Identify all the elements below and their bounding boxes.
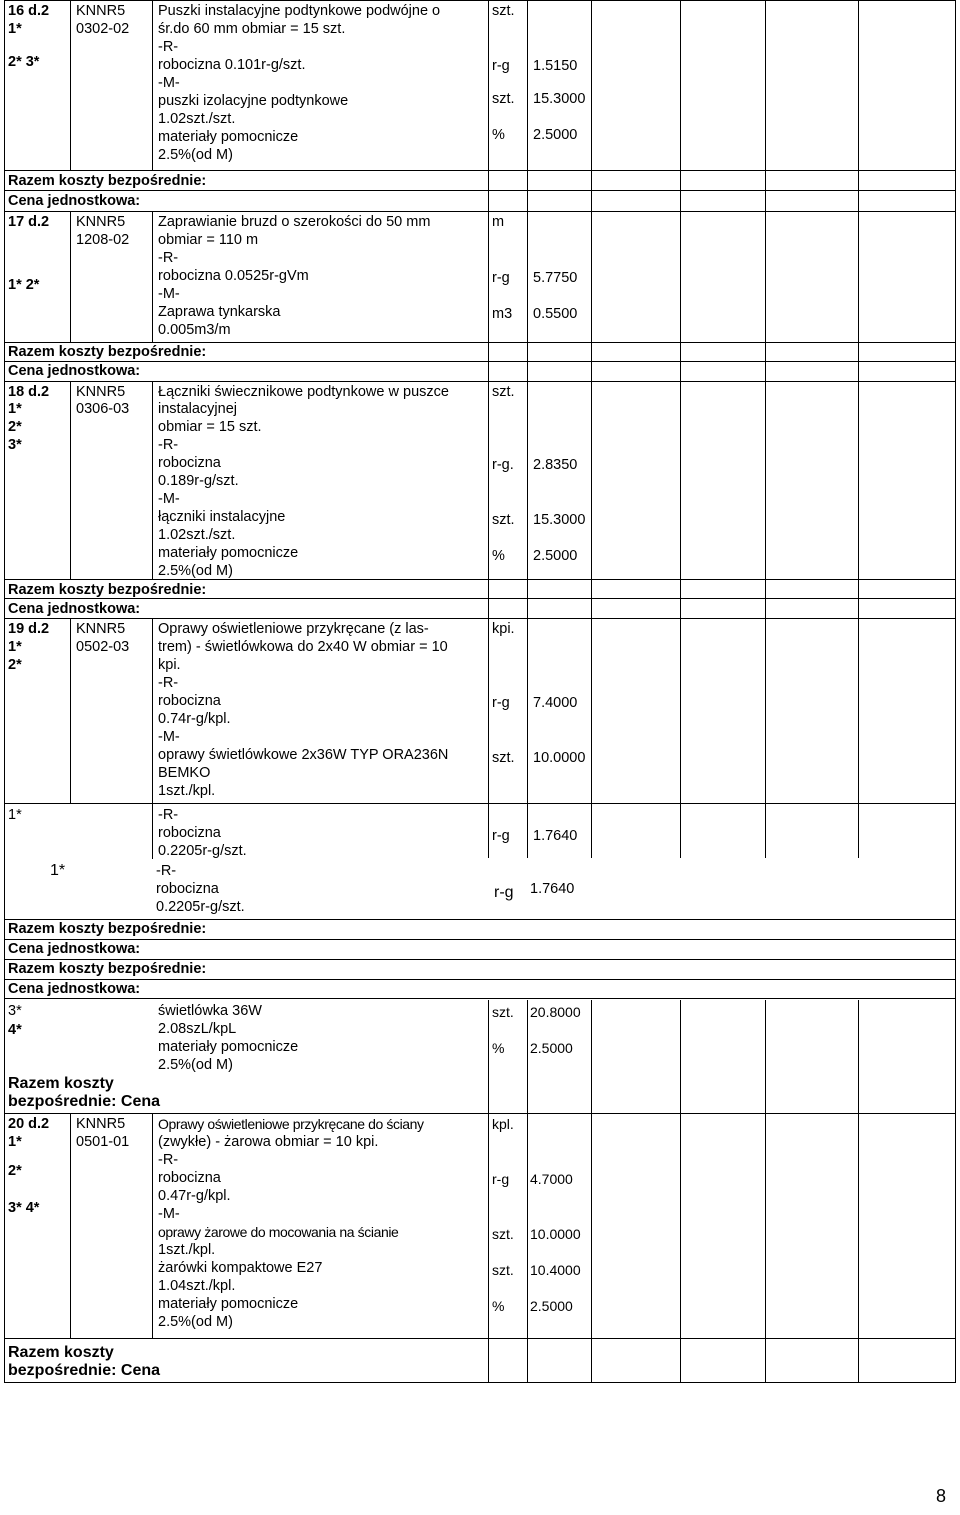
item-desc-line: obmiar = 15 szt.: [158, 419, 262, 435]
summary-razem-short: Razem koszty: [8, 1075, 114, 1092]
grid-line: [152, 0, 153, 170]
summary-razem-short: Razem koszty: [8, 1344, 114, 1361]
item-value: 2.5000: [530, 1040, 573, 1056]
item-unit: r-g: [494, 884, 514, 901]
item-code: KNNR5: [76, 1116, 126, 1132]
item-unit: %: [492, 548, 505, 564]
item-unit: r-g: [492, 695, 510, 711]
grid-line: [4, 618, 956, 619]
summary-razem: Razem koszty bezpośrednie:: [8, 173, 207, 189]
grid-line: [4, 939, 956, 940]
grid-line: [680, 0, 681, 858]
grid-line: [488, 0, 489, 858]
item-desc-line: Zaprawa tynkarska: [158, 304, 281, 320]
summary-razem: Razem koszty bezpośrednie:: [8, 344, 207, 360]
summary-cena: Cena jednostkowa:: [8, 363, 141, 379]
item-number: 18 d.2: [8, 384, 50, 400]
grid-line: [4, 381, 956, 382]
item-desc-line: 0.189r-g/szt.: [158, 473, 239, 489]
item-desc-line: 1szt./kpl.: [158, 783, 216, 799]
item-desc-line: 0.2205r-g/szt.: [156, 899, 245, 915]
grid-line: [4, 803, 956, 804]
grid-line: [4, 170, 956, 171]
grid-line: [680, 1000, 681, 1382]
item-unit: r-g: [492, 270, 510, 286]
item-desc-line: obmiar = 110 m: [158, 232, 259, 248]
item-number: 20 d.2: [8, 1116, 50, 1132]
item-unit: r-g: [492, 1171, 510, 1187]
item-desc-line: puszki izolacyjne podtynkowe: [158, 93, 349, 109]
item-desc-line: 1.04szt./kpl.: [158, 1278, 236, 1294]
item-desc-line: materiały pomocnicze: [158, 545, 299, 561]
item-value: 10.4000: [530, 1262, 581, 1278]
grid-line: [4, 0, 956, 1]
item-unit: szt.: [492, 512, 515, 528]
item-desc-line: BEMKO: [158, 765, 211, 781]
item-ref: 1*: [8, 639, 22, 655]
item-value: 1.7640: [533, 828, 578, 844]
item-ref: 2*: [8, 657, 22, 673]
item-desc-line: Zaprawianie bruzd o szerokości do 50 mm: [158, 214, 431, 230]
item-value: 1.7640: [530, 881, 575, 897]
item-desc-line: robocizna: [158, 825, 221, 841]
item-desc-line: 1.02szt./szt.: [158, 111, 236, 127]
item-unit: szt.: [492, 3, 515, 19]
item-ref: 1* 2*: [8, 277, 40, 293]
item-number: 17 d.2: [8, 214, 50, 230]
grid-line: [4, 1113, 956, 1114]
page-number: 8: [936, 1486, 947, 1506]
grid-line: [70, 618, 71, 803]
item-desc-line: -R-: [158, 675, 179, 691]
summary-razem: Razem koszty bezpośrednie:: [8, 582, 207, 598]
summary-cena: Cena jednostkowa:: [8, 941, 141, 957]
item-unit: szt.: [492, 1262, 514, 1278]
grid-line: [152, 381, 153, 579]
item-ref: 1*: [8, 401, 22, 417]
item-desc-line: robocizna 0.0525r-gVm: [158, 268, 309, 284]
item-ref: 1*: [8, 21, 22, 37]
item-code: 0302-02: [76, 21, 130, 37]
item-desc-line: 0.74r-g/kpl.: [158, 711, 231, 727]
item-desc-line: -R-: [158, 1152, 179, 1168]
item-value: 1.5150: [533, 58, 578, 74]
item-desc-line: -R-: [158, 39, 179, 55]
summary-cena: Cena jednostkowa:: [8, 193, 141, 209]
item-number: 16 d.2: [8, 3, 50, 19]
item-value: 5.7750: [533, 270, 578, 286]
item-desc-line: robocizna: [156, 881, 219, 897]
item-desc-line: 0.47r-g/kpl.: [158, 1188, 231, 1204]
item-unit: szt.: [492, 1004, 514, 1020]
item-desc-line: łączniki instalacyjne: [158, 509, 286, 525]
item-value: 20.8000: [530, 1004, 581, 1020]
item-ref: 1*: [50, 862, 66, 879]
item-desc-line: 2.5%(od M): [158, 563, 233, 579]
grid-line: [527, 0, 528, 858]
item-code: 0306-03: [76, 401, 130, 417]
item-ref: 2*: [8, 1163, 22, 1179]
item-unit: m: [492, 214, 505, 230]
item-code: KNNR5: [76, 384, 126, 400]
item-value: 0.5500: [533, 306, 578, 322]
grid-line: [4, 1338, 956, 1339]
item-ref: 2* 3*: [8, 54, 40, 70]
grid-line: [4, 979, 956, 980]
item-value: 10.0000: [530, 1226, 581, 1242]
item-desc-line: Puszki instalacyjne podtynkowe podwójne o: [158, 3, 441, 19]
item-number: 19 d.2: [8, 621, 50, 637]
grid-line: [152, 618, 153, 803]
item-desc-line: -M-: [158, 75, 180, 91]
item-ref: 3*: [8, 437, 22, 453]
grid-line: [4, 1382, 956, 1383]
item-desc-line: świetlówka 36W: [158, 1003, 262, 1019]
grid-line: [4, 998, 956, 999]
item-unit: %: [492, 1040, 505, 1056]
item-desc-line: (zwykłe) - żarowa obmiar = 10 kpi.: [158, 1134, 379, 1150]
item-desc-line: 2.08szL/kpL: [158, 1021, 237, 1037]
grid-line: [858, 0, 859, 858]
item-desc-line: oprawy żarowe do mocowania na ścianie: [158, 1224, 399, 1240]
item-desc-line: -M-: [158, 491, 180, 507]
item-unit: %: [492, 127, 505, 143]
grid-line: [152, 803, 153, 859]
grid-line: [4, 0, 5, 1382]
summary-bezp-cena: bezpośrednie: Cena: [8, 1362, 161, 1379]
summary-bezp-cena: bezpośrednie: Cena: [8, 1093, 161, 1110]
grid-line: [591, 1000, 592, 1382]
item-ref: 3*: [8, 1003, 22, 1019]
summary-cena: Cena jednostkowa:: [8, 601, 141, 617]
item-unit: r-g: [492, 58, 510, 74]
item-ref: 1*: [8, 807, 22, 823]
item-ref: 1*: [8, 1134, 22, 1150]
item-unit: r-g.: [492, 457, 514, 473]
item-unit: kpi.: [492, 621, 515, 637]
item-ref: 3* 4*: [8, 1200, 40, 1216]
item-unit: szt.: [492, 91, 515, 107]
item-desc-line: materiały pomocnicze: [158, 1296, 299, 1312]
grid-line: [4, 361, 956, 362]
item-unit: szt.: [492, 1226, 514, 1242]
item-desc-line: oprawy świetlówkowe 2x36W TYP ORA236N: [158, 747, 449, 763]
grid-line: [4, 579, 956, 580]
grid-line: [858, 1000, 859, 1382]
item-value: 7.4000: [533, 695, 578, 711]
item-desc-line: -R-: [158, 250, 179, 266]
grid-line: [152, 1113, 153, 1338]
item-desc-line: -R-: [158, 437, 179, 453]
item-value: 4.7000: [530, 1171, 573, 1187]
summary-razem: Razem koszty bezpośrednie:: [8, 921, 207, 937]
item-unit: szt.: [492, 384, 515, 400]
item-value: 10.0000: [533, 750, 586, 766]
item-unit: szt.: [492, 750, 515, 766]
summary-cena: Cena jednostkowa:: [8, 981, 141, 997]
item-code: 1208-02: [76, 232, 130, 248]
item-desc-line: instalacyjnej: [158, 401, 237, 417]
item-desc-line: żarówki kompaktowe E27: [158, 1260, 323, 1276]
item-desc-line: 2.5%(od M): [158, 147, 233, 163]
grid-line: [70, 212, 71, 342]
grid-line: [955, 0, 956, 1382]
item-desc-line: Oprawy oświetleniowe przykręcane (z las-: [158, 621, 429, 637]
item-unit: kpl.: [492, 1116, 514, 1132]
item-desc-line: robocizna: [158, 1170, 221, 1186]
item-code: 0502-03: [76, 639, 130, 655]
grid-line: [488, 1000, 489, 1382]
item-desc-line: 2.5%(od M): [158, 1314, 233, 1330]
grid-line: [70, 0, 71, 170]
grid-line: [765, 0, 766, 858]
item-code: KNNR5: [76, 214, 126, 230]
grid-line: [70, 1113, 71, 1338]
item-value: 2.5000: [533, 127, 578, 143]
item-desc-line: 0.2205r-g/szt.: [158, 843, 247, 859]
item-desc-line: 0.005m3/m: [158, 322, 231, 338]
grid-line: [4, 211, 956, 212]
item-code: KNNR5: [76, 3, 126, 19]
item-value: 2.5000: [530, 1298, 573, 1314]
item-desc-line: -M-: [158, 286, 180, 302]
item-value: 2.5000: [533, 548, 578, 564]
item-desc-line: Oprawy oświetleniowe przykręcane do ściany: [158, 1116, 424, 1132]
item-desc-line: -R-: [158, 807, 179, 823]
item-desc-line: 1.02szt./szt.: [158, 527, 236, 543]
item-desc-line: -M-: [158, 729, 180, 745]
item-value: 2.8350: [533, 457, 578, 473]
item-desc-line: materiały pomocnicze: [158, 129, 299, 145]
item-desc-line: 1szt./kpl.: [158, 1242, 216, 1258]
grid-line: [591, 0, 592, 858]
item-ref: 2*: [8, 419, 22, 435]
summary-razem: Razem koszty bezpośrednie:: [8, 961, 207, 977]
grid-line: [152, 212, 153, 342]
item-desc-line: robocizna 0.101r-g/szt.: [158, 57, 306, 73]
item-desc-line: kpi.: [158, 657, 181, 673]
item-desc-line: trem) - świetlówkowa do 2x40 W obmiar = 10: [158, 639, 448, 655]
grid-line: [70, 381, 71, 579]
item-desc-line: śr.do 60 mm obmiar = 15 szt.: [158, 21, 346, 37]
item-value: 15.3000: [533, 91, 586, 107]
item-unit: m3: [492, 306, 513, 322]
item-code: KNNR5: [76, 621, 126, 637]
grid-line: [765, 1000, 766, 1382]
item-desc-line: -M-: [158, 1206, 180, 1222]
item-code: 0501-01: [76, 1134, 130, 1150]
item-ref: 4*: [8, 1022, 22, 1038]
item-desc-line: robocizna: [158, 693, 221, 709]
item-desc-line: 2.5%(od M): [158, 1057, 233, 1073]
item-desc-line: robocizna: [158, 455, 221, 471]
item-value: 15.3000: [533, 512, 586, 528]
item-desc-line: -R-: [156, 863, 177, 879]
item-desc-line: materiały pomocnicze: [158, 1039, 299, 1055]
grid-line: [4, 190, 956, 191]
item-desc-line: Łączniki świecznikowe podtynkowe w puszce: [158, 384, 449, 400]
item-unit: %: [492, 1298, 505, 1314]
grid-line: [527, 1000, 528, 1382]
item-unit: r-g: [492, 828, 510, 844]
